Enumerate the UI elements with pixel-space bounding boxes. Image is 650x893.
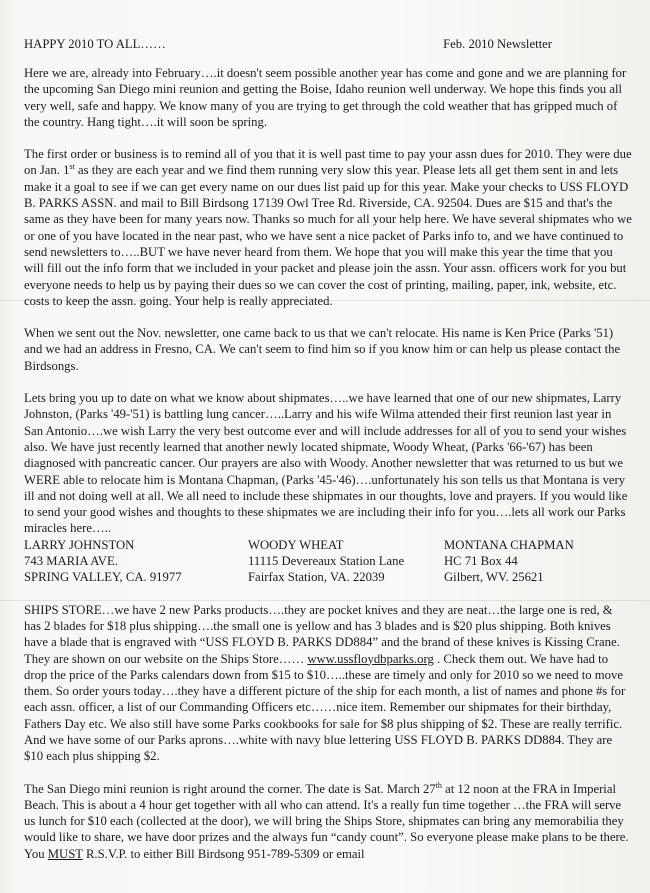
- ships-store-text-end: . Check them out. We have had to drop the price of the Parks calendars down from $15 to $10…..these are timely and only for 2010 so we need to move them. So order yours today….they have a different picture of the ship for each month, a list of names and phone #s for each assn. officer, a list of our Commanding Officers etc……nice item. Remember our shipmates for their birthday, Fathers Day etc. We also still have some Parks cookbooks for sale for $8 plus shipping of $2. These are really terrific. And we have some of our Parks aprons….white with navy blue lettering USS FLOYD B. PARKS DD884. They are $10 each plus shipping $2.: [24, 651, 626, 764]
- address-city: Gilbert, WV. 25621: [444, 570, 544, 585]
- address-street: 743 MARIA AVE.: [24, 554, 118, 569]
- shipmates-update-paragraph: Lets bring you up to date on what we know about shipmates…..we have learned that one of our new shipmates, Larry Johnston, (Parks '49-'51) is battling lung cancer…..Larry and his wife Wilma attended their first reunion last year in San Antonio….we wish Larry the very best outcome ever and will include addresses for all of you to send your wishes also. We have just recently learned that another newly located shipmate, Woody Wheat, (Parks '66-'67) has been diagnosed with pancreatic cancer. Our prayers are also with Woody. Another newsletter that was returned to us but we WERE able to relocate him is Montana Chapman, (Parks '45-'46)….unfortunately his son tells us that Montana is very ill and not doing well at all. We all need to include these shipmates in our thoughts, love and prayers. If you would like to send your good wishes and thoughts to these shipmates we are including their info for you….lets all work our Parks miracles here…..: [24, 391, 628, 536]
- returned-newsletter-paragraph: When we sent out the Nov. newsletter, one came back to us that we can't relocate. His name is Ken Price (Parks '51) and we had an address in Fresno, CA. We can't seem to find him so if you know him or can help us please contact the Birdsongs.: [24, 326, 621, 373]
- must-emphasis: MUST: [47, 846, 83, 861]
- address-block: [444, 537, 632, 586]
- intro-paragraph: Here we are, already into February….it doesn't seem possible another year has come and gone and we are planning for the upcoming San Diego mini reunion and getting the Boise, Idaho reunion well underway. We hope this finds you all very well, safe and happy. We know many of you are trying to get through the cold weather that has gripped much of the country. Hang tight….it will soon be spring.: [24, 66, 627, 129]
- reunion-text-start: The San Diego mini reunion is right around the corner. The date is Sat. March 27: [24, 781, 436, 796]
- dues-superscript: st: [69, 162, 75, 172]
- address-street: 11115 Devereaux Station Lane: [248, 554, 405, 569]
- dues-text-end: as they are each year and we find them running very slow this year. Please lets all get them sent in and lets make it a goal to see if we can get every name on our dues list paid up for this year. Make your checks to USS FLOYD B. PARKS ASSN. and mail to Bill Birdsong 17139 Owl Tree Rd. Riverside, CA. 92504. Dues are $15 and that's the same as they have been for many years now. Thanks so much for all your help here. We have several shipmates who we or one of you have located in the near past, who we have sent a nice packet of Parks info to, and we have continued to send newsletters to…..BUT we have never heard from them. We hope that you will make this year the time that you will fill out the info form that we included in your packet and please join the assn. Your assn. officers work for you but everyone needs to help us by paying their dues so we can cover the cost of printing, mailing, paper, ink, website, etc. costs to keep the assn. going. Your help is really appreciated.: [24, 163, 632, 308]
- address-street: HC 71 Box 44: [444, 554, 518, 569]
- newsletter-body: [24, 36, 632, 878]
- newsletter-date: Feb. 2010 Newsletter: [443, 37, 552, 51]
- address-name: MONTANA CHAPMAN: [444, 537, 574, 552]
- newsletter-header: [24, 36, 632, 52]
- ships-store-text-start: SHIPS STORE…we have 2 new Parks products….they are pocket knives and they are neat…the large one is red, & has 2 blades for $18 plus shipping….the small one is yellow and has 3 blades and is $20 plus shipping. Both knives have a blade that is engraved with “USS FLOYD B. PARKS DD884” and the brand of these knives is Kissing Crane. They are shown on our website on the Ships Store……: [24, 602, 620, 666]
- reunion-text-middle: at 12 noon at the FRA in Imperial Beach. This is about a 4 hour get together with all who can attend. It's a really fun time together …the FRA will serve us lunch for $10 each (collected at the door), we will bring the Ships Store, shipmates can bring any memorabilia they would like to share, we have door prizes and the always fun “candy count”. So everyone please make plans to be there. You: [24, 781, 629, 861]
- dues-paragraph: [24, 146, 632, 309]
- website-link[interactable]: www.ussfloydbparks.org: [307, 651, 434, 666]
- address-block: [248, 537, 444, 586]
- ships-store-paragraph: [24, 602, 632, 765]
- mini-reunion-paragraph: [24, 781, 632, 862]
- reunion-superscript: th: [435, 780, 442, 790]
- greeting-heading: HAPPY 2010 TO ALL……: [24, 37, 166, 51]
- address-name: WOODY WHEAT: [248, 537, 344, 552]
- address-name: LARRY JOHNSTON: [24, 537, 135, 552]
- dues-text-start: The first order or business is to remind all of you that it is well past time to pay your assn dues for 2010. They were due on Jan. 1: [24, 147, 632, 178]
- shipmate-addresses: [24, 537, 632, 586]
- address-block: [24, 537, 248, 586]
- address-city: SPRING VALLEY, CA. 91977: [24, 570, 182, 585]
- reunion-text-end: R.S.V.P. to either Bill Birdsong 951-789-5309 or email: [82, 846, 365, 861]
- address-city: Fairfax Station, VA. 22039: [248, 570, 385, 585]
